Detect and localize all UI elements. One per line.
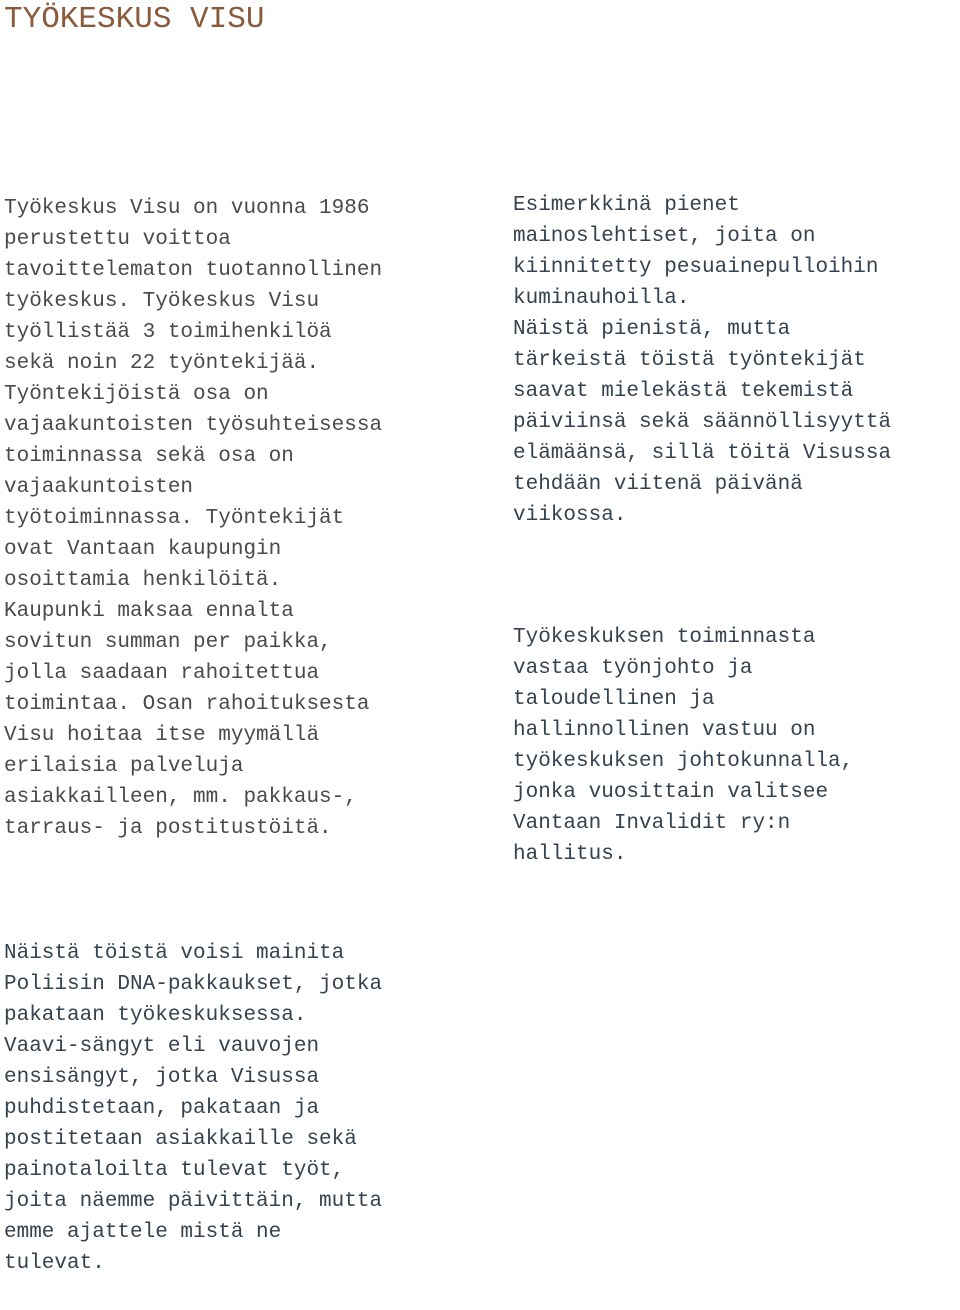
bottom-text-block (4, 876, 382, 1310)
right-column (513, 128, 891, 901)
page-title: TYÖKESKUS VISU (4, 2, 265, 37)
left-column (4, 131, 382, 875)
right-column-paragraph-2: Työkeskuksen toiminnasta vastaa työnjohto ja taloudellinen ja hallinnollinen vastuu on työkeskuksen johtokunnalla, jonka vuosittain valitsee Vantaan Invalidit ry:n hallitus. (513, 626, 854, 866)
left-column-paragraph: Työkeskus Visu on vuonna 1986 perustettu voittoa tavoittelematon tuotannollinen työkeskus. Työkeskus Visu työllistää 3 toimihenkilöä sekä noin 22 työntekijää. Työntekijöistä osa on vajaakuntoisten työsuhteisessa toiminnassa sekä osa on vajaakuntoisten työtoiminnassa. Työntekijät ovat Vantaan kaupungin osoittamia henkilöitä. Kaupunki maksaa ennalta sovitun summan per paikka, jolla saadaan rahoitettua toimintaa. Osan rahoituksesta Visu hoitaa itse myymällä erilaisia palveluja asiakkailleen, mm. pakkaus-, tarraus- ja postitustöitä. (4, 197, 383, 840)
bottom-paragraph: Näistä töistä voisi mainita Poliisin DNA-pakkaukset, jotka pakataan työkeskuksessa. Vaavi-sängyt eli vauvojen ensisängyt, jotka Visussa puhdistetaan, pakataan ja postitetaan asiakkaille sekä painotaloilta tulevat työt, joita näemme päivittäin, mutta emme ajattele mistä ne tulevat. (4, 942, 383, 1275)
right-column-paragraph-1: Esimerkkinä pienet mainoslehtiset, joita on kiinnitetty pesuainepulloihin kuminauhoilla. Näistä pienistä, mutta tärkeistä töistä työntekijät saavat mielekästä tekemistä päiviinsä sekä säännöllisyyttä elämäänsä, sillä töitä Visussa tehdään viitenä päivänä viikossa. (513, 194, 892, 527)
